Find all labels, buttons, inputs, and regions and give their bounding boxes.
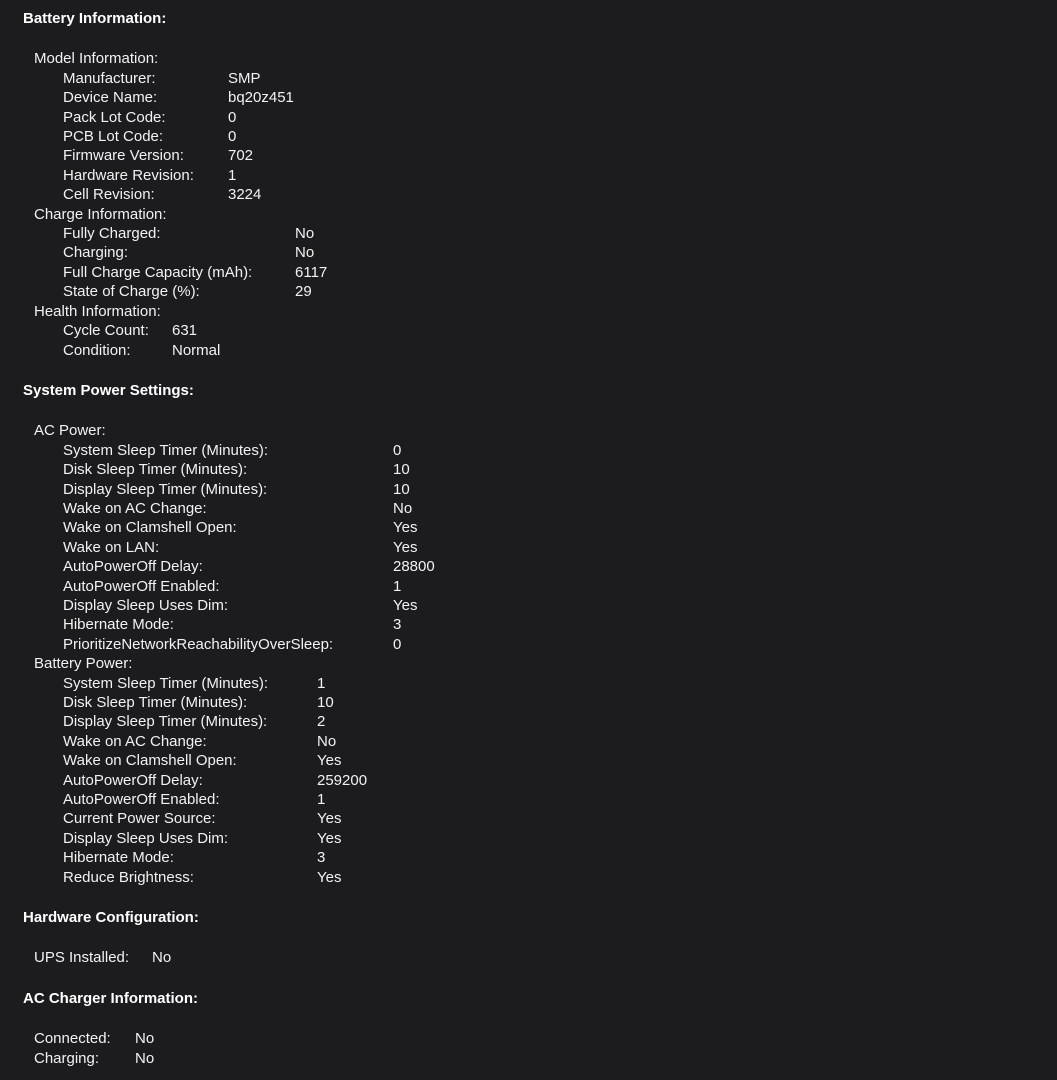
group-charge-information — [23, 205, 1037, 302]
info-row-ac-wake-on-ac-change — [63, 499, 1037, 518]
info-row-batt-disk-sleep-timer — [63, 693, 1037, 712]
row-value: No — [317, 732, 337, 750]
section-title-battery-information: Battery Information: — [23, 10, 167, 27]
row-value: 0 — [393, 441, 402, 459]
info-row-ac-hibernate-mode — [63, 615, 1037, 634]
info-row-batt-reduce-brightness — [63, 868, 1037, 887]
row-value: 10 — [393, 461, 410, 479]
row-value: Yes — [317, 868, 342, 886]
row-label: Wake on Clamshell Open: — [63, 752, 237, 770]
group-ac-power — [23, 421, 1037, 654]
section-title-system-power-settings: System Power Settings: — [23, 381, 194, 399]
row-value: Yes — [317, 829, 342, 847]
info-row-hardware-revision — [63, 166, 1037, 185]
row-value: No — [295, 225, 315, 243]
row-label: Firmware Version: — [63, 147, 184, 165]
info-row-cycle-count — [63, 321, 1037, 340]
row-value: 1 — [393, 577, 402, 595]
section-title-ac-charger-information: AC Charger Information: — [23, 989, 199, 1007]
info-row-ups-installed — [34, 948, 1037, 967]
info-row-batt-autopoweroff-delay — [63, 771, 1037, 790]
row-label: Pack Lot Code: — [63, 108, 166, 126]
info-row-ac-wake-on-lan — [63, 538, 1037, 557]
row-value: SMP — [228, 69, 261, 87]
row-label: Hardware Revision: — [63, 166, 194, 184]
row-value: 3 — [317, 849, 326, 867]
info-row-batt-system-sleep-timer — [63, 674, 1037, 693]
info-row-device-name — [63, 88, 1037, 107]
row-label: Wake on LAN: — [63, 538, 160, 556]
info-row-batt-autopoweroff-enabled — [63, 790, 1037, 809]
info-row-condition — [63, 341, 1037, 360]
row-value: 2 — [317, 713, 326, 731]
row-value: 29 — [295, 283, 312, 301]
row-value: Yes — [393, 538, 418, 556]
row-label: State of Charge (%): — [63, 283, 200, 301]
row-value: 259200 — [317, 771, 368, 789]
row-value: 1 — [228, 166, 237, 184]
info-row-manufacturer — [63, 69, 1037, 88]
info-row-batt-display-sleep-timer — [63, 712, 1037, 731]
row-label: Manufacturer: — [63, 69, 156, 87]
row-value: 631 — [172, 322, 198, 340]
info-row-firmware-version — [63, 146, 1037, 165]
row-label: Full Charge Capacity (mAh): — [63, 263, 253, 281]
info-row-ac-autopoweroff-delay — [63, 557, 1037, 576]
info-row-ac-disk-sleep-timer — [63, 460, 1037, 479]
row-label: PCB Lot Code: — [63, 128, 164, 146]
row-label: Display Sleep Timer (Minutes): — [63, 480, 268, 498]
row-label: Charging: — [63, 244, 129, 262]
info-row-ac-display-sleep-timer — [63, 480, 1037, 499]
row-value: Yes — [393, 596, 418, 614]
row-label: Cell Revision: — [63, 186, 155, 204]
group-title-battery-power: Battery Power: — [34, 655, 133, 673]
row-value: 10 — [317, 694, 334, 711]
group-title-charge-information: Charge Information: — [34, 205, 167, 223]
row-value: Yes — [393, 519, 418, 537]
info-row-batt-wake-on-ac-change — [63, 732, 1037, 751]
info-row-charger-charging — [34, 1049, 1037, 1068]
row-value: No — [295, 244, 315, 262]
group-hardware-configuration — [23, 948, 1037, 967]
info-row-ac-system-sleep-timer — [63, 441, 1037, 460]
row-label: AutoPowerOff Delay: — [63, 558, 203, 576]
row-label: AutoPowerOff Delay: — [63, 771, 203, 789]
info-row-state-of-charge — [63, 282, 1037, 301]
info-row-pack-lot-code — [63, 108, 1037, 127]
row-label: AutoPowerOff Enabled: — [63, 577, 220, 595]
row-value: Normal — [172, 341, 221, 359]
row-value: Yes — [317, 810, 342, 828]
row-value: 10 — [393, 480, 410, 498]
info-row-batt-hibernate-mode — [63, 848, 1037, 867]
row-value: 702 — [228, 147, 254, 165]
row-value: 6117 — [295, 263, 328, 281]
row-label: Hibernate Mode: — [63, 616, 174, 634]
row-value: 1 — [317, 791, 326, 809]
row-label: Device Name: — [63, 89, 158, 107]
info-row-cell-revision — [63, 185, 1037, 204]
info-row-charging — [63, 243, 1037, 262]
row-value: 28800 — [393, 558, 435, 576]
info-row-ac-prioritize-network-reachability — [63, 635, 1037, 654]
row-label: System Sleep Timer (Minutes): — [63, 441, 269, 459]
row-label: UPS Installed: — [34, 949, 130, 967]
info-row-ac-display-sleep-uses-dim — [63, 596, 1037, 615]
info-row-batt-current-power-source — [63, 809, 1037, 828]
row-value: No — [135, 1030, 155, 1048]
row-label: Connected: — [34, 1030, 111, 1048]
group-title-health-information: Health Information: — [34, 302, 161, 320]
group-ac-charger-information — [23, 1029, 1037, 1068]
row-label: Display Sleep Uses Dim: — [63, 829, 229, 847]
group-health-information — [23, 302, 1037, 360]
info-row-fully-charged — [63, 224, 1037, 243]
row-label: Charging: — [34, 1049, 100, 1067]
row-label: AutoPowerOff Enabled: — [63, 791, 220, 809]
row-value: Yes — [317, 752, 342, 770]
row-label: Hibernate Mode: — [63, 849, 174, 867]
row-label: Wake on AC Change: — [63, 732, 207, 750]
info-row-batt-display-sleep-uses-dim — [63, 829, 1037, 848]
row-value: 3224 — [228, 186, 262, 204]
group-title-model-information: Model Information: — [34, 50, 159, 68]
row-value: No — [152, 949, 172, 967]
group-battery-power — [23, 654, 1037, 887]
row-label: Display Sleep Timer (Minutes): — [63, 713, 268, 731]
row-label: Reduce Brightness: — [63, 868, 194, 886]
row-label: Disk Sleep Timer (Minutes): — [63, 694, 248, 711]
row-value: No — [135, 1049, 155, 1067]
info-row-pcb-lot-code — [63, 127, 1037, 146]
row-label: System Sleep Timer (Minutes): — [63, 674, 269, 692]
group-title-ac-power: AC Power: — [34, 422, 106, 440]
row-value: 0 — [228, 108, 237, 126]
group-model-information — [23, 49, 1037, 204]
row-value: 1 — [317, 674, 326, 692]
row-value: No — [393, 499, 413, 517]
row-value: bq20z451 — [228, 89, 294, 107]
info-row-charger-connected — [34, 1029, 1037, 1048]
row-label: Condition: — [63, 341, 131, 359]
info-row-ac-wake-on-clamshell-open — [63, 518, 1037, 537]
row-label: Wake on Clamshell Open: — [63, 519, 237, 537]
info-row-ac-autopoweroff-enabled — [63, 577, 1037, 596]
row-label: Disk Sleep Timer (Minutes): — [63, 461, 248, 479]
info-row-full-charge-capacity — [63, 263, 1037, 282]
row-label: Current Power Source: — [63, 810, 216, 828]
section-title-hardware-configuration: Hardware Configuration: — [23, 909, 199, 927]
row-label: Wake on AC Change: — [63, 499, 207, 517]
row-label: Display Sleep Uses Dim: — [63, 596, 229, 614]
row-value: 0 — [393, 635, 402, 653]
row-label: PrioritizeNetworkReachabilityOverSleep: — [63, 635, 334, 653]
info-row-batt-wake-on-clamshell-open — [63, 751, 1037, 770]
row-value: 3 — [393, 616, 402, 634]
row-value: 0 — [228, 128, 237, 146]
row-label: Fully Charged: — [63, 225, 161, 243]
row-label: Cycle Count: — [63, 322, 149, 340]
